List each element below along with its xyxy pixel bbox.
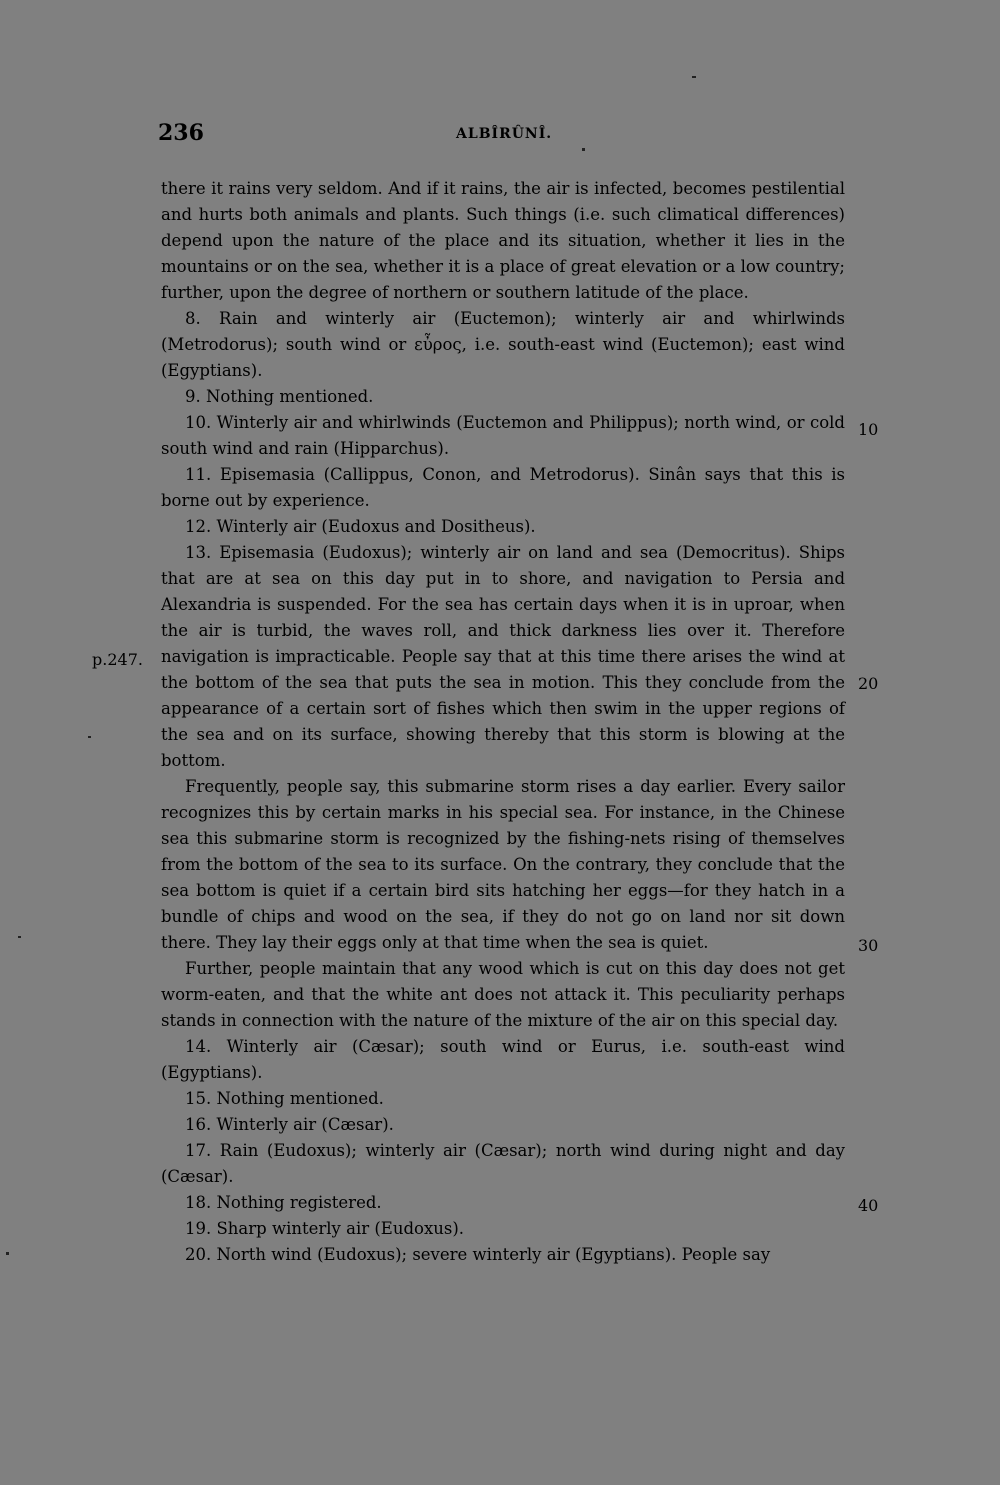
line-number: 30	[858, 936, 879, 955]
paragraph: 8. Rain and winterly air (Euctemon); winterly air and whirlwinds (Metrodorus); south wind or εὖρος, i.e. south-east wind (Euctemon); east wind (Egyptians).	[161, 309, 845, 380]
paragraph: 15. Nothing mentioned.	[185, 1089, 384, 1108]
scan-speck	[18, 936, 21, 938]
page-number: 236	[158, 120, 204, 146]
paragraph: 18. Nothing registered.	[185, 1193, 382, 1212]
running-head: ALBÎRÛNÎ.	[456, 126, 553, 142]
line-number: 20	[858, 674, 879, 693]
paragraph: 19. Sharp winterly air (Eudoxus).	[185, 1219, 465, 1238]
paragraph: Frequently, people say, this submarine storm rises a day earlier. Every sailor recognizes this by certain marks in his special sea. For instance, in the Chinese sea this submarine storm is recognized by the fishing-nets rising of themselves from the bottom of the sea to its surface. On the contrary, they conclude that the sea bottom is quiet if a certain bird sits hatching her eggs—for they hatch in a bundle of chips and wood on the sea, if they do not go on land nor sit down there. They lay their eggs only at that time when the sea is quiet.	[161, 777, 845, 952]
line-number: 10	[858, 420, 879, 439]
paragraph: Further, people maintain that any wood which is cut on this day does not get worm-eaten, and that the white ant does not attack it. This peculiarity perhaps stands in connection with the nature of the mixture of the air on this special day.	[161, 959, 845, 1030]
scan-speck	[692, 76, 696, 78]
paragraph: 20. North wind (Eudoxus); severe winterly air (Egyptians). People say	[185, 1245, 771, 1264]
line-number: 40	[858, 1196, 879, 1215]
paragraph: there it rains very seldom. And if it rains, the air is infected, becomes pestilential and hurts both animals and plants. Such things (i.e. such climatical differences) depend upon the nature of the place and its situation, whether it lies in the mountains or on the sea, whether it is a place of great elevation or a low country; further, upon the degree of northern or southern latitude of the place.	[161, 179, 845, 302]
scan-speck	[6, 1252, 9, 1255]
paragraph: 14. Winterly air (Cæsar); south wind or Eurus, i.e. south-east wind (Egyptians).	[161, 1037, 845, 1082]
paragraph: 11. Episemasia (Callippus, Conon, and Metrodorus). Sinân says that this is borne out by experience.	[161, 465, 845, 510]
body-text	[161, 176, 845, 1268]
scan-speck	[88, 736, 91, 738]
margin-page-reference: p.247.	[92, 650, 143, 669]
paragraph: 10. Winterly air and whirlwinds (Euctemon and Philippus); north wind, or cold south wind and rain (Hipparchus).	[161, 413, 845, 458]
paragraph: 13. Episemasia (Eudoxus); winterly air on land and sea (Democritus). Ships that are at sea on this day put in to shore, and navigation to Persia and Alexandria is suspended. For the sea has certain days when it is in uproar, when the air is turbid, the waves roll, and thick darkness lies over it. Therefore navigation is impracticable. People say that at this time there arises the wind at the bottom of the sea that puts the sea in motion. This they conclude from the appearance of a certain sort of fishes which then swim in the upper regions of the sea and on its surface, showing thereby that this storm is blowing at the bottom.	[161, 543, 845, 770]
paragraph: 9. Nothing mentioned.	[185, 387, 374, 406]
page-header	[158, 120, 848, 156]
paragraph: 16. Winterly air (Cæsar).	[185, 1115, 394, 1134]
paragraph: 17. Rain (Eudoxus); winterly air (Cæsar); north wind during night and day (Cæsar).	[161, 1141, 845, 1186]
paragraph: 12. Winterly air (Eudoxus and Dositheus).	[185, 517, 536, 536]
scan-speck	[582, 148, 585, 151]
